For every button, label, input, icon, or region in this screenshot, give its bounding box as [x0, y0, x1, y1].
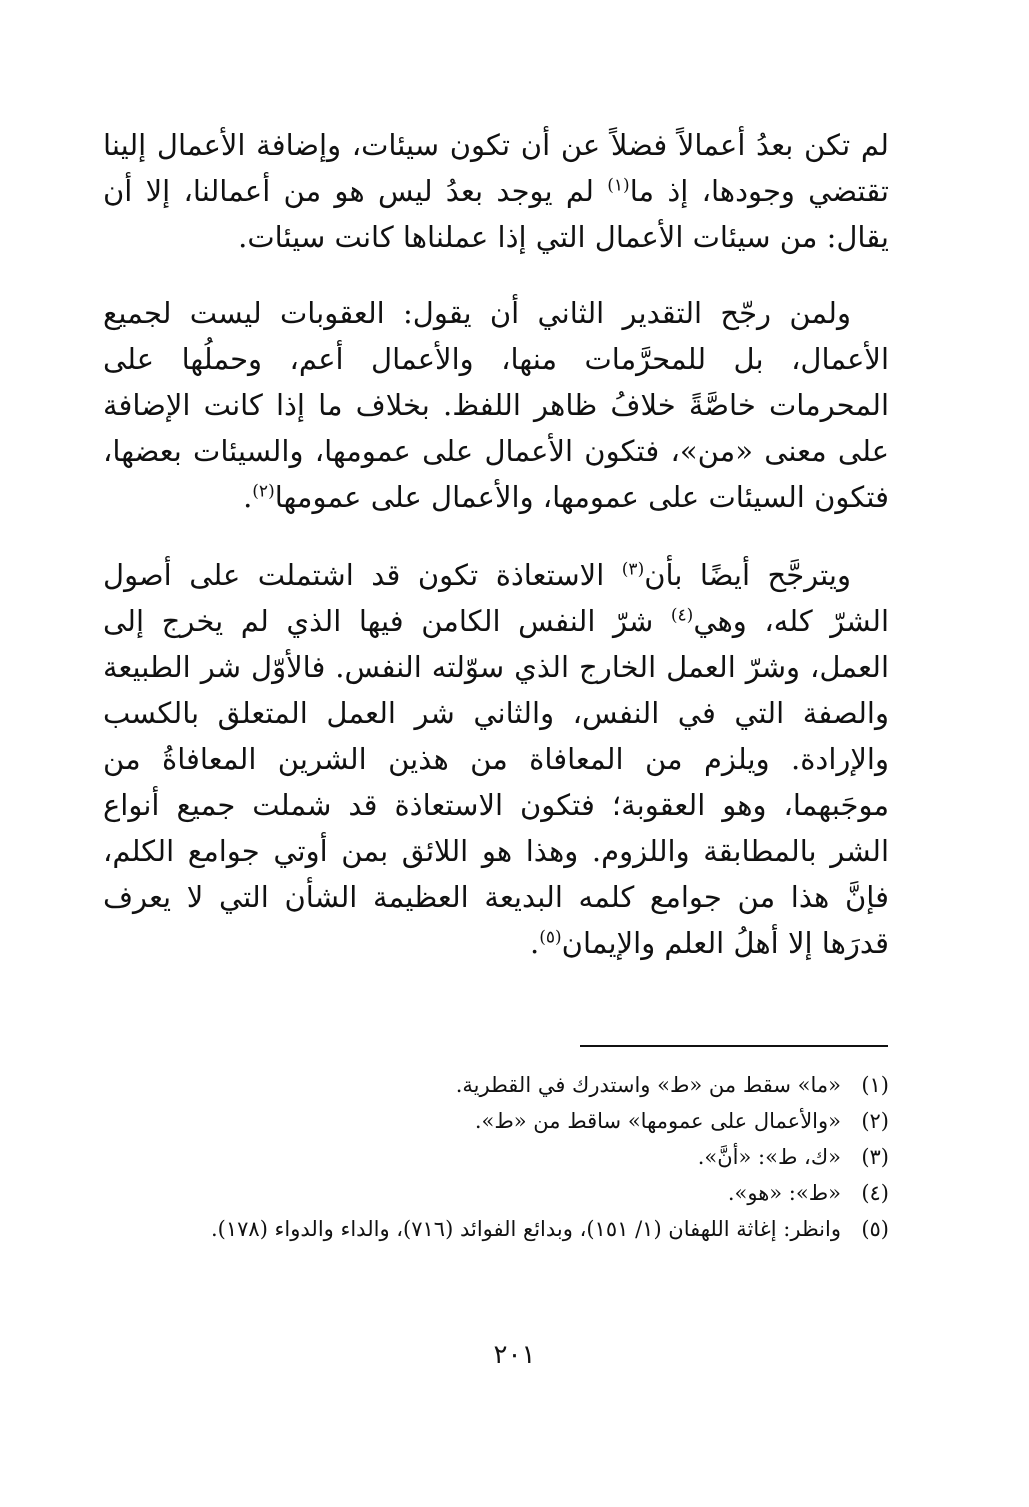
footnote-text: «ط»: «هو». — [727, 1181, 841, 1205]
footnote-text: وانظر: إغاثة اللهفان (١/ ١٥١)، وبدائع الفوائد (٧١٦)، والداء والدواء (١٧٨). — [210, 1217, 841, 1241]
paragraph-3 — [103, 552, 889, 966]
paragraph-text: لم تكن بعدُ أعمالاً فضلاً عن أن تكون سيئات، وإضافة الأعمال إلينا تقتضي وجودها، إذ ما — [103, 128, 889, 208]
footnote-marker[interactable]: (٤) — [670, 605, 694, 626]
paragraph-text: ويترجَّح أيضًا بأن — [644, 558, 851, 592]
footnote-number: (٤) — [861, 1181, 889, 1205]
footnote-3 — [103, 1140, 889, 1175]
footnote-text: «ك، ط»: «أنَّ». — [697, 1145, 841, 1169]
footnote-1 — [103, 1068, 889, 1103]
paragraph-text: شرّ النفس الكامن فيها الذي لم يخرج إلى العمل، وشرّ العمل الخارج الذي سوّلته النفس. فالأوّل شر الطبيعة والصفة التي في النفس، والثاني شر العمل المتعلق بالكسب والإرادة. ويلزم من المعافاة من هذين الشرين المعافاةُ من موجَبهما، وهو العقوبة؛ فتكون الاستعاذة قد شملت جميع أنواع الشر بالمطابقة واللزوم. وهذا هو اللائق بمن أوتي جوامع الكلم، فإنَّ هذا من جوامع كلمه البديعة العظيمة الشأن التي لا يعرف قدرَها إلا أهلُ العلم والإيمان — [103, 604, 889, 960]
paragraph-2 — [103, 290, 889, 520]
footnote-number: (٢) — [861, 1109, 889, 1133]
footnote-number: (٣) — [861, 1145, 889, 1169]
paragraph-text: . — [243, 480, 253, 514]
footnote-marker[interactable]: (٣) — [621, 559, 645, 580]
footnote-2 — [103, 1104, 889, 1139]
paragraph-text: الاستعاذة تكون قد اشتملت على أصول الشرّ كله، وهي — [103, 558, 890, 638]
page-number: ٢٠١ — [493, 1340, 536, 1370]
footnote-text: «ما» سقط من «ط» واستدرك في القطرية. — [455, 1073, 841, 1097]
footnote-separator — [580, 1045, 888, 1047]
paragraph-text: لم يوجد بعدُ ليس هو من أعمالنا، إلا أن يقال: من سيئات الأعمال التي إذا عملناها كانت سيئات. — [103, 174, 889, 254]
footnote-marker[interactable]: (١) — [607, 175, 630, 196]
paragraph-text: ولمن رجّح التقدير الثاني أن يقول: العقوبات ليست لجميع الأعمال، بل للمحرَّمات منها، والأعمال أعم، وحملُها على المحرمات خاصَّةً خلافُ ظاهر اللفظ. بخلاف ما إذا كانت الإضافة على معنى «من»، فتكون الأعمال على عمومها، والسيئات بعضها، فتكون السيئات على عمومها، والأعمال على عمومها — [103, 296, 889, 514]
footnote-number: (٥) — [861, 1217, 889, 1241]
footnotes — [103, 1068, 889, 1248]
paragraph-1 — [103, 122, 889, 260]
paragraph-text: . — [530, 926, 540, 960]
footnote-text: «والأعمال على عمومها» ساقط من «ط». — [474, 1109, 841, 1133]
footnote-marker[interactable]: (٢) — [252, 481, 275, 502]
footnote-marker[interactable]: (٥) — [539, 927, 562, 948]
footnote-number: (١) — [861, 1073, 889, 1097]
footnote-5 — [103, 1212, 889, 1247]
footnote-4 — [103, 1176, 889, 1211]
main-text — [103, 122, 889, 966]
